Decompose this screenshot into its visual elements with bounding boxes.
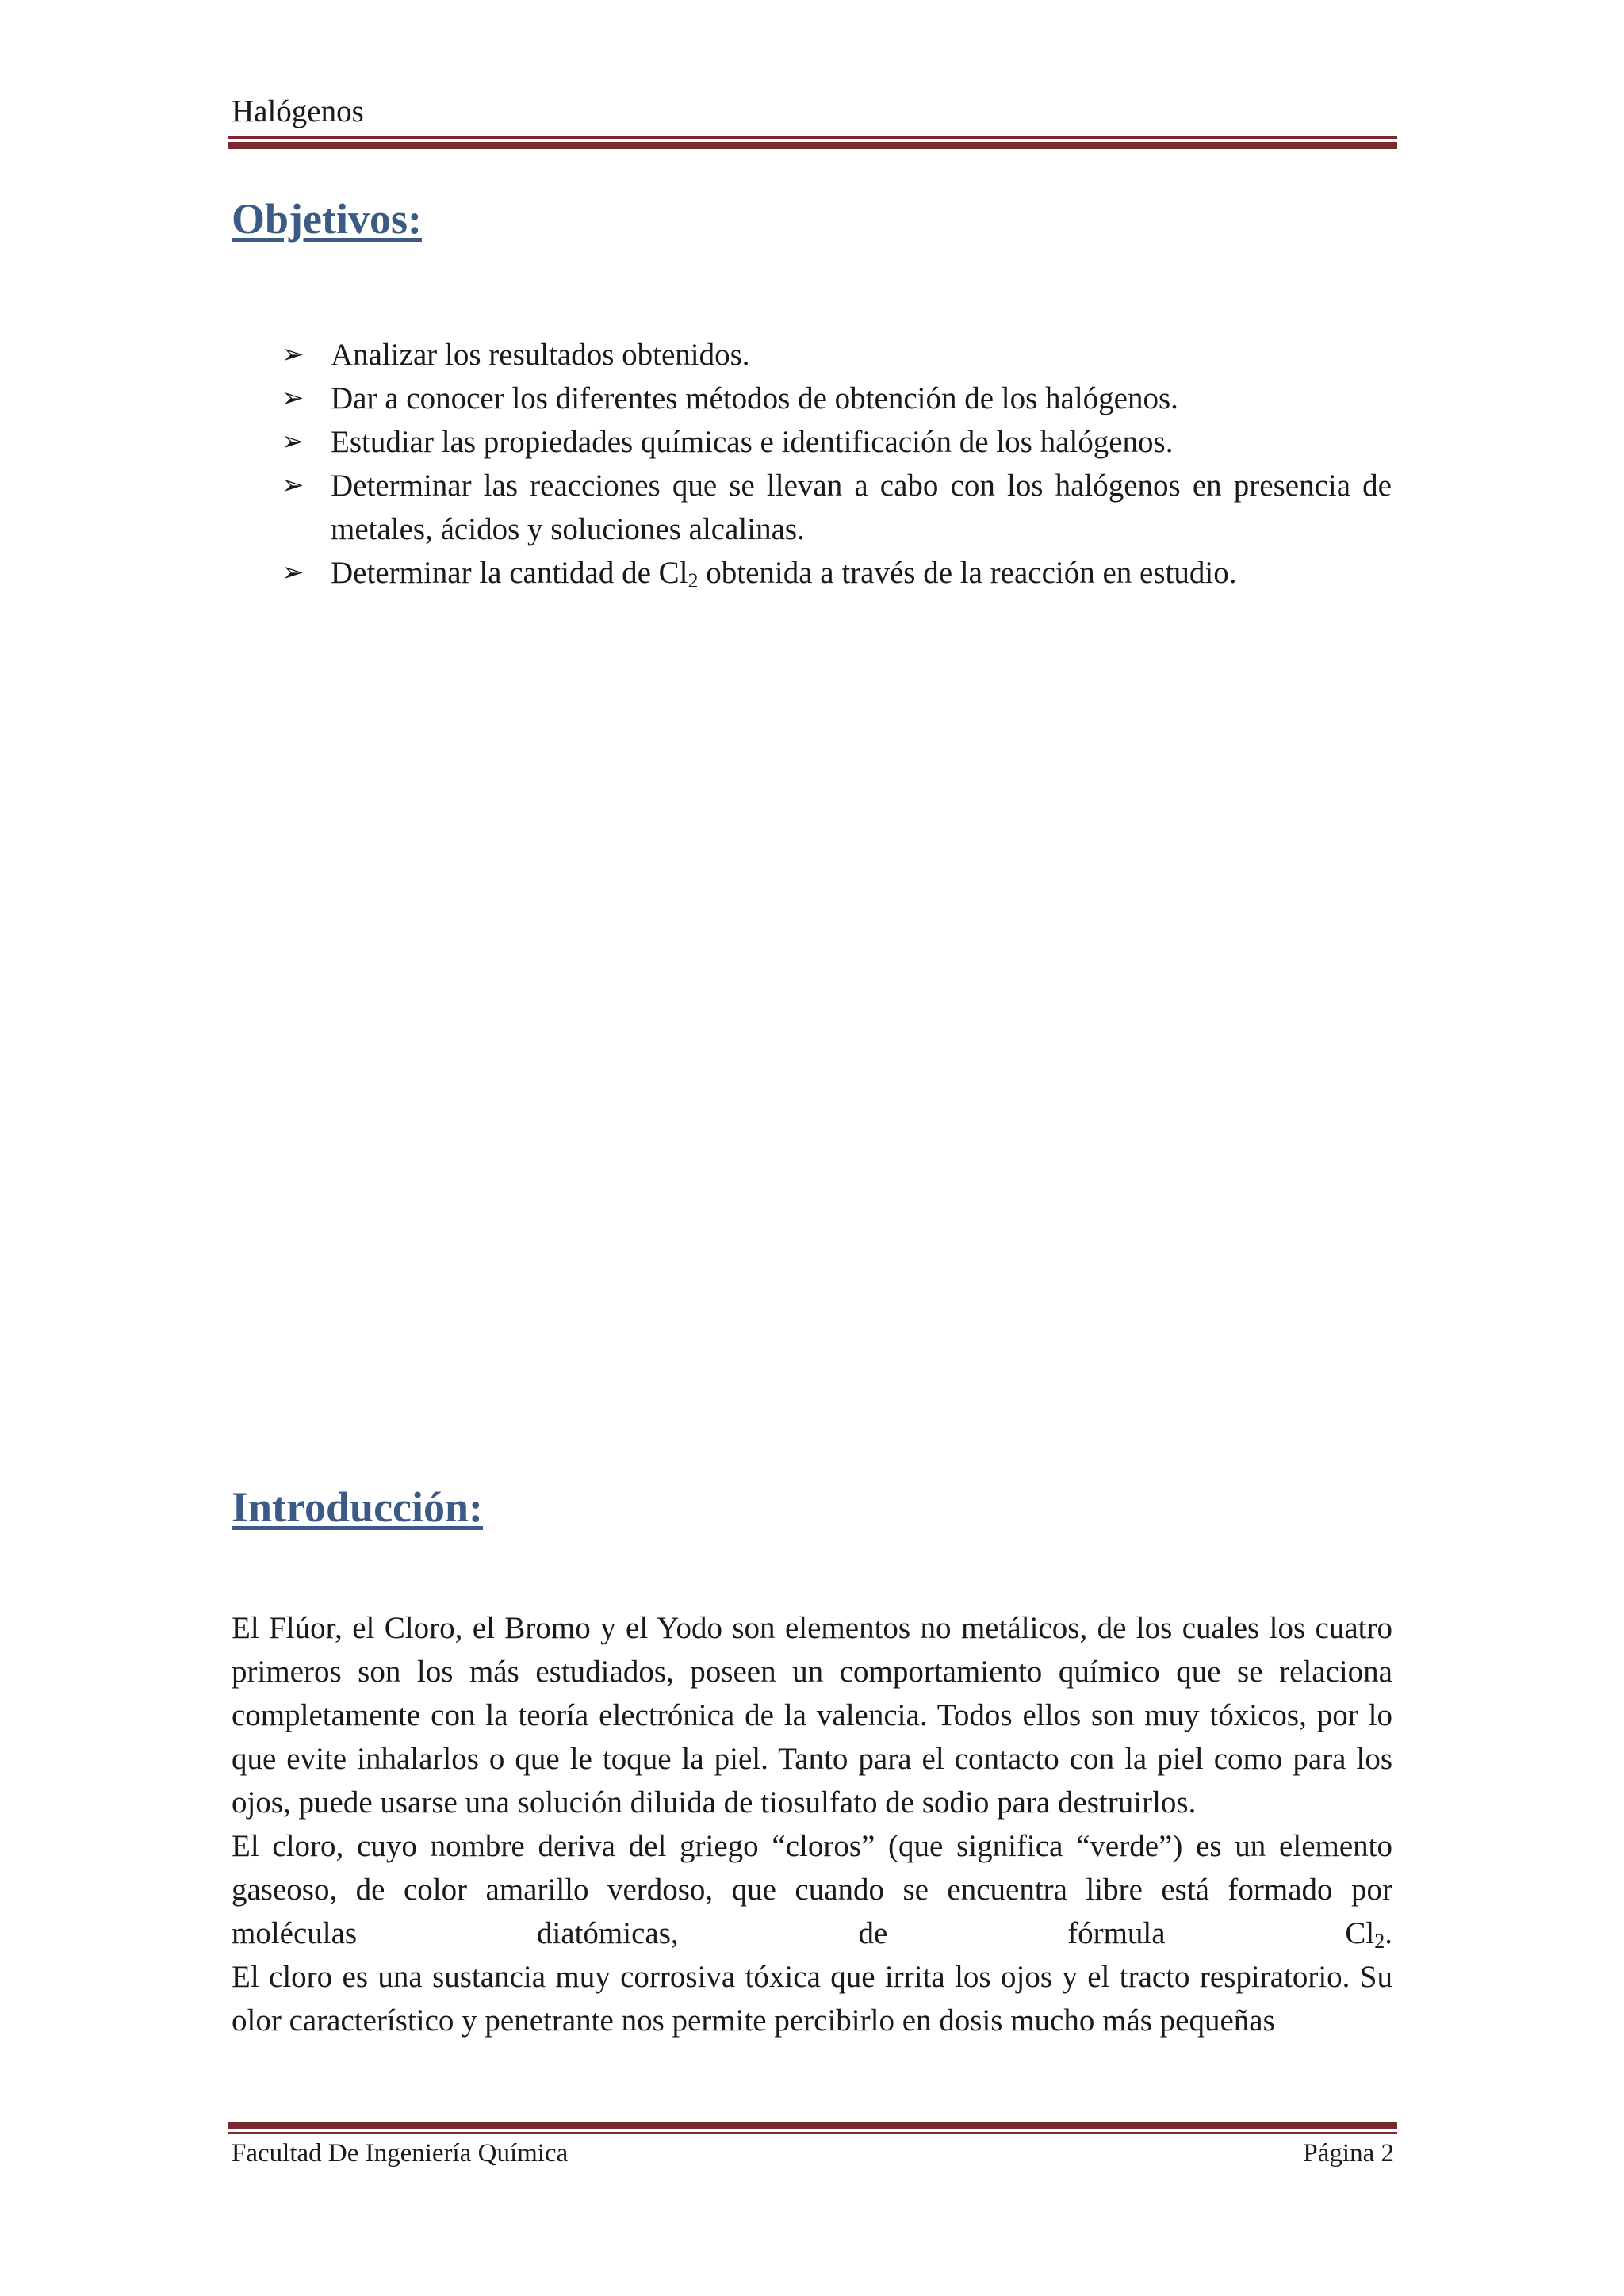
intro-p2-text: El cloro, cuyo nombre deriva del griego “cloros” (que significa “verde”) es un elemento gaseoso, de color amarillo verdoso, que cuando se encuentra libre está formado por moléculas diatómicas, de fórmula Cl [232, 1829, 1392, 1950]
objective-text: Determinar las reacciones que se llevan a cabo con los halógenos en presencia de metales, ácidos y soluciones alcalinas. [331, 469, 1392, 546]
intro-paragraph-1: El Flúor, el Cloro, el Bromo y el Yodo son elementos no metálicos, de los cuales los cuatro primeros son los más estudiados, poseen un comportamiento químico que se relaciona completamente con la teoría electrónica de la valencia. Todos ellos son muy tóxicos, por lo que evite inhalarlos o que le toque la piel. Tanto para el contacto con la piel como para los ojos, puede usarse una solución diluida de tiosulfato de sodio para destruirlos. [232, 1611, 1392, 1820]
header-title: Halógenos [232, 94, 364, 128]
list-item [282, 551, 1392, 595]
page-number: Página 2 [1303, 2139, 1394, 2168]
arrow-bullet-icon: ➢ [282, 382, 304, 414]
introduction-heading: Introducción: [232, 1483, 484, 1531]
footer-rule [228, 2122, 1397, 2134]
arrow-bullet-icon: ➢ [282, 469, 304, 501]
arrow-bullet-icon: ➢ [282, 557, 304, 588]
objective-text-after: obtenida a través de la reacción en estudio. [698, 556, 1237, 590]
list-item [282, 420, 1392, 464]
list-item [282, 333, 1392, 377]
intro-paragraph-2 [232, 1824, 1392, 1955]
footer-faculty: Facultad De Ingeniería Química [232, 2139, 569, 2168]
objective-text: Estudiar las propiedades químicas e identificación de los halógenos. [331, 425, 1174, 459]
arrow-bullet-icon: ➢ [282, 339, 304, 370]
objective-text-before: Determinar la cantidad de Cl [331, 556, 688, 590]
list-item [282, 377, 1392, 420]
intro-p2-end: . [1385, 1916, 1392, 1950]
objectives-heading: Objetivos: [232, 195, 422, 243]
subscript: 2 [1374, 1930, 1385, 1953]
intro-paragraph-3: El cloro es una sustancia muy corrosiva tóxica que irrita los ojos y el tracto respiratorio. Su olor característico y penetrante nos permite percibirlo en dosis mucho más pequeñas [232, 1960, 1392, 2038]
objective-text: Dar a conocer los diferentes métodos de obtención de los halógenos. [331, 381, 1178, 415]
objectives-list [282, 333, 1392, 595]
header-rule [228, 136, 1397, 149]
objective-text: Analizar los resultados obtenidos. [331, 338, 750, 372]
list-item [282, 464, 1392, 551]
introduction-body [232, 1606, 1392, 2042]
arrow-bullet-icon: ➢ [282, 426, 304, 457]
subscript: 2 [688, 569, 699, 592]
